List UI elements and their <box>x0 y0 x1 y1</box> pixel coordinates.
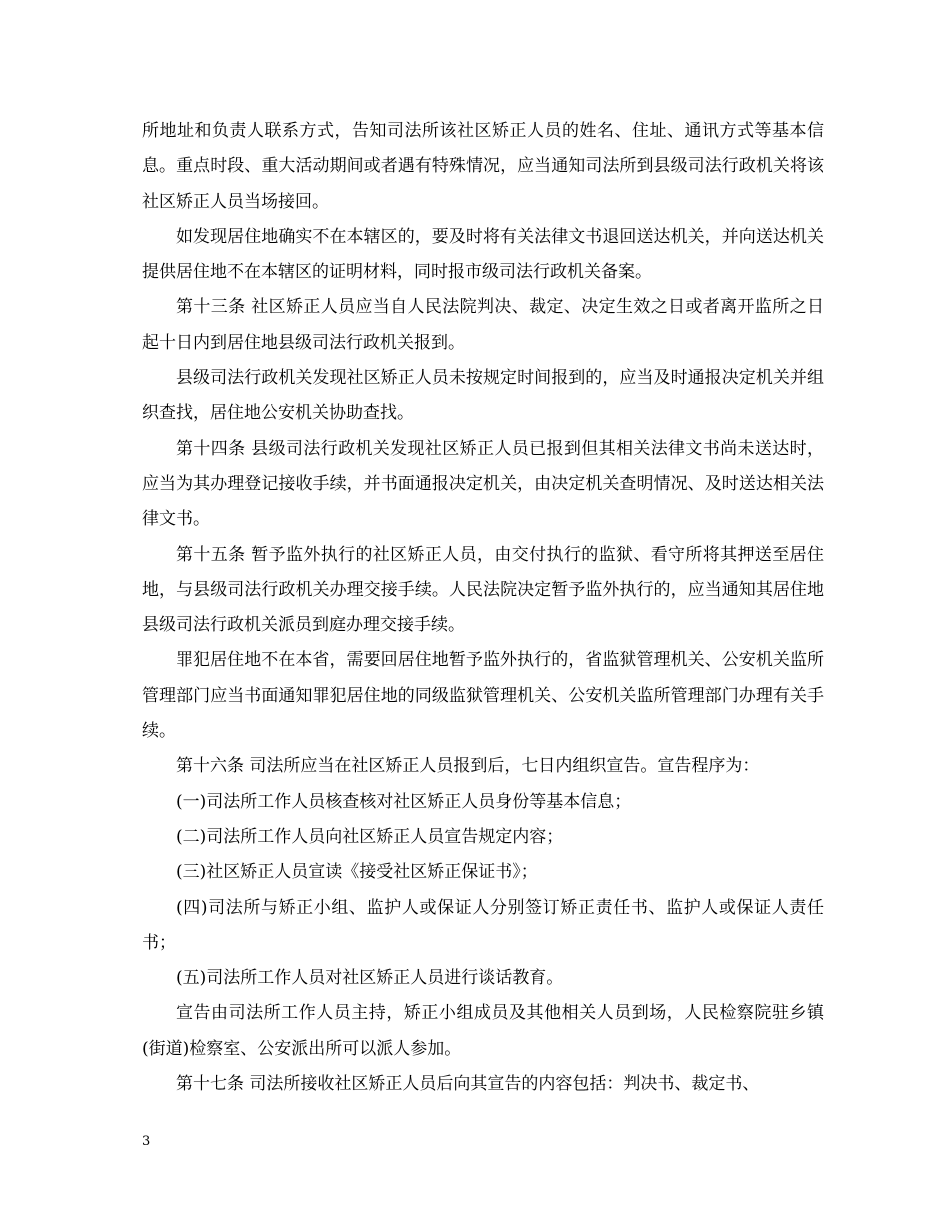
article-15: 第十五条 暂予监外执行的社区矫正人员，由交付执行的监狱、看守所将其押送至居住地，与县级司法行政机关办理交接手续。人民法院决定暂予监外执行的，应当通知其居住地县级司法行政机关派员到庭办理交接手续。 <box>142 544 824 636</box>
paragraph: 如发现居住地确实不在本辖区的，要及时将有关法律文书退回送达机关，并向送达机关提供居住地不在本辖区的证明材料，同时报市级司法行政机关备案。 <box>142 226 824 283</box>
article-13: 第十三条 社区矫正人员应当自人民法院判决、裁定、决定生效之日或者离开监所之日起十日内到居住地县级司法行政机关报到。 <box>142 297 824 353</box>
list-item: (五)司法所工作人员对社区矫正人员进行谈话教育。 <box>176 968 564 989</box>
paragraph: 县级司法行政机关发现社区矫正人员未按规定时间报到的，应当及时通报决定机关并组织查找，居住地公安机关协助查找。 <box>142 368 824 424</box>
list-item: (三)社区矫正人员宣读《接受社区矫正保证书》； <box>176 862 538 883</box>
article-16: 第十六条 司法所应当在社区矫正人员报到后，七日内组织宣告。宣告程序为： <box>176 756 760 777</box>
article-17: 第十七条 司法所接收社区矫正人员后向其宣告的内容包括：判决书、裁定书、 <box>176 1074 760 1095</box>
paragraph: 宣告由司法所工作人员主持，矫正小组成员及其他相关人员到场，人民检察院驻乡镇(街道)检察室、公安派出所可以派人参加。 <box>142 1003 824 1059</box>
paragraph-continuation: 所地址和负责人联系方式，告知司法所该社区矫正人员的姓名、住址、通讯方式等基本信息。重点时段、重大活动期间或者遇有特殊情况，应当通知司法所到县级司法行政机关将该社区矫正人员当场接回。 <box>142 121 824 212</box>
list-item: (二)司法所工作人员向社区矫正人员宣告规定内容； <box>176 826 564 847</box>
paragraph: 罪犯居住地不在本省，需要回居住地暂予监外执行的，省监狱管理机关、公安机关监所管理部门应当书面通知罪犯居住地的同级监狱管理机关、公安机关监所管理部门办理有关手续。 <box>142 650 824 742</box>
article-14: 第十四条 县级司法行政机关发现社区矫正人员已报到但其相关法律文书尚未送达时，应当为其办理登记接收手续，并书面通报决定机关，由决定机关查明情况、及时送达相关法律文书。 <box>142 438 824 530</box>
page-number: 3 <box>142 1134 151 1149</box>
document-body <box>142 114 824 1102</box>
list-item: (四)司法所与矫正小组、监护人或保证人分别签订矫正责任书、监护人或保证人责任书； <box>142 897 824 953</box>
list-item: (一)司法所工作人员核查核对社区矫正人员身份等基本信息； <box>176 791 632 812</box>
